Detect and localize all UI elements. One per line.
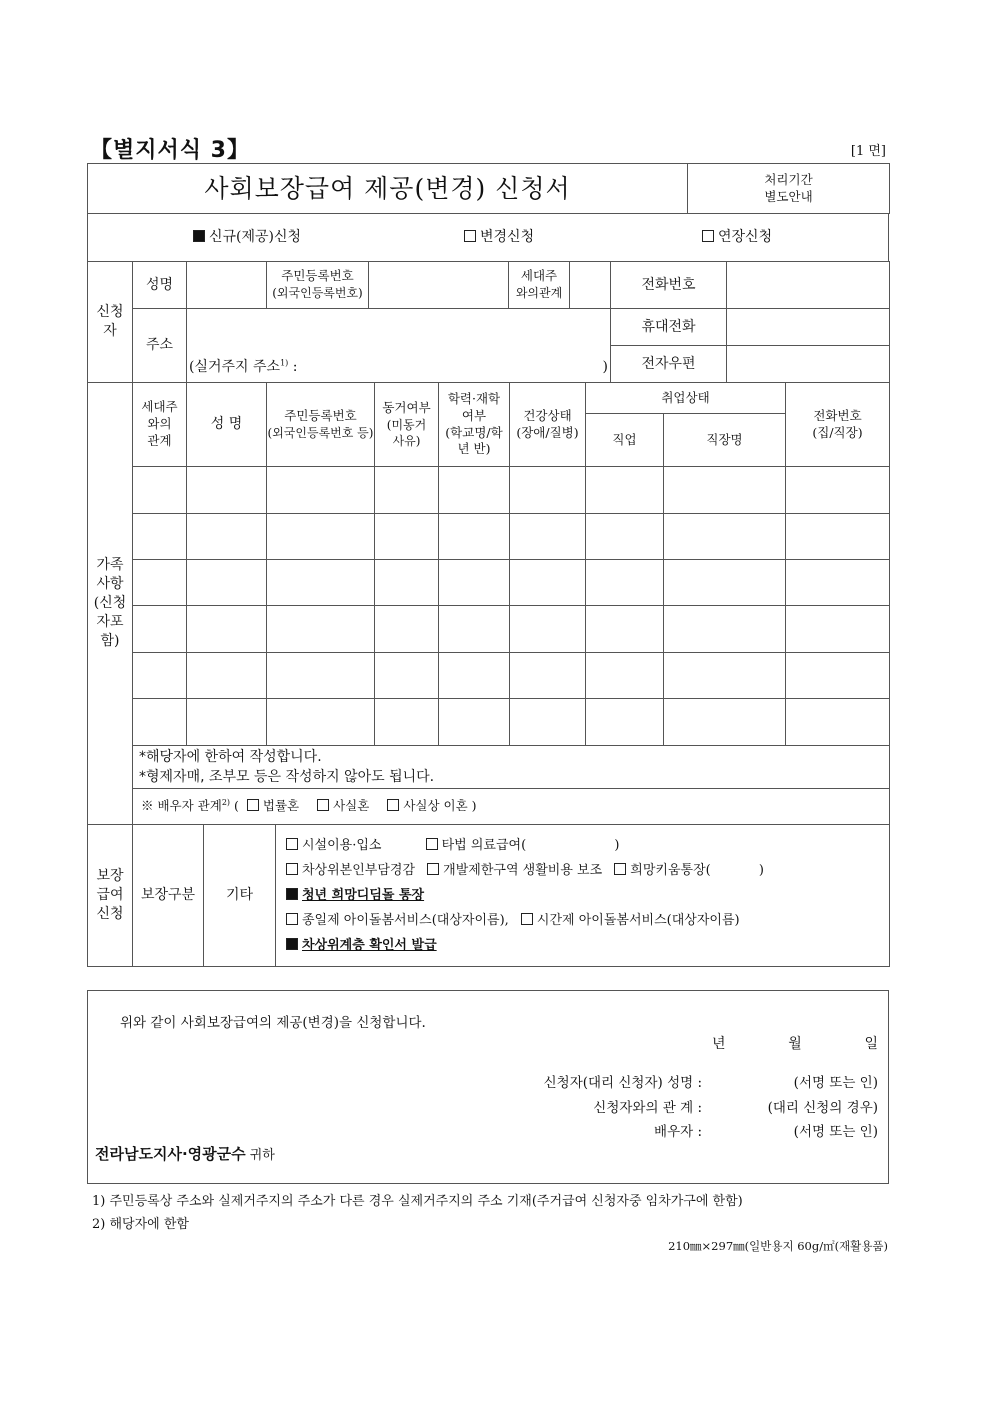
household-relation-field[interactable]	[570, 262, 611, 309]
application-type-row	[87, 213, 889, 262]
option-fullday-care[interactable]: 종일제 아이돌봄서비스(대상자이름),	[286, 908, 509, 933]
phone-field[interactable]	[727, 262, 890, 309]
option-hope-account[interactable]: 희망키움통장(	[614, 858, 710, 883]
benefit-etc-label: 기타	[204, 825, 276, 967]
spouse-option-separated[interactable]: 사실상 이혼	[387, 798, 467, 815]
col-cohabitation: 동거여부 (미동거 사유)	[375, 383, 439, 467]
family-row	[88, 653, 890, 699]
spouse-label: 배우자 :	[654, 1124, 702, 1140]
benefit-line-4	[286, 908, 889, 933]
family-table	[87, 382, 890, 825]
declaration-box	[87, 990, 889, 1184]
mobile-field[interactable]	[727, 309, 890, 346]
benefit-table	[87, 824, 890, 967]
name-field[interactable]	[187, 262, 267, 309]
family-row	[88, 514, 890, 560]
checkbox-icon[interactable]	[286, 913, 298, 925]
mobile-label: 휴대전화	[611, 309, 727, 346]
benefit-options	[276, 825, 890, 967]
relation-label: 신청자와의 관 계 :	[593, 1100, 702, 1116]
family-row	[88, 560, 890, 606]
rrn-field[interactable]	[369, 262, 509, 309]
spouse-signature-field[interactable]: (서명 또는 인)	[793, 1124, 878, 1140]
col-rrn: 주민등록번호 (외국인등록번호 등)	[267, 383, 375, 467]
real-address-label: (실거주지 주소$^{1)}$ :	[189, 358, 298, 376]
form-number: 【별지서식 3】	[90, 138, 250, 163]
family-notes: *해당자에 한하여 작성합니다. *형제자매, 조부모 등은 작성하지 않아도 됩니다.	[133, 746, 890, 789]
checkbox-icon[interactable]	[286, 863, 298, 875]
page-indicator: [1 면]	[850, 144, 886, 159]
family-section: 가족 사항 (신청 자포 함)	[88, 383, 133, 825]
footnote-1: 1) 주민등록상 주소와 실제거주지의 주소가 다른 경우 실제거주지의 주소 기재(주거급여 신청자중 임차가구에 한함)	[92, 1194, 743, 1209]
checkbox-icon[interactable]	[426, 838, 438, 850]
family-row	[88, 467, 890, 514]
checkbox-icon[interactable]	[521, 913, 533, 925]
benefit-line-2: 차상위본인부담경감 개발제한구역 생활비용 보조 희망키움통장( )	[286, 858, 889, 883]
phone-label: 전화번호	[611, 262, 727, 309]
col-employment: 취업상태	[586, 383, 786, 414]
checkbox-icon[interactable]	[247, 799, 259, 811]
address-field[interactable]: (실거주지 주소$^{1)}$ : )	[187, 309, 611, 383]
checkbox-icon[interactable]	[702, 230, 714, 242]
benefit-line-1: 시설이용·입소 타법 의료급여( )	[286, 833, 889, 858]
spouse-relation: ※ 배우자 관계$^{2)}$ ( 법률혼 사실혼 사실상 이혼 )	[133, 789, 890, 825]
application-form	[87, 163, 889, 967]
col-workplace: 직장명	[664, 414, 786, 467]
option-copay-reduction[interactable]: 차상위본인부담경감	[286, 858, 415, 883]
recipient: 전라남도지사·영광군수 귀하	[95, 1145, 275, 1163]
col-health: 건강상태 (장애/질병)	[510, 383, 586, 467]
option-extend[interactable]: 연장신청	[702, 228, 772, 247]
checkbox-icon[interactable]	[317, 799, 329, 811]
benefit-type-label: 보장구분	[133, 825, 204, 967]
spouse-option-defacto[interactable]: 사실혼	[317, 798, 369, 815]
option-new[interactable]: 신규(제공)신청	[193, 228, 301, 247]
option-greenbelt-support[interactable]: 개발제한구역 생활비용 보조	[427, 858, 602, 883]
col-name: 성 명	[187, 383, 267, 467]
checkbox-checked-icon[interactable]	[193, 230, 205, 242]
signature-field[interactable]: (서명 또는 인)	[793, 1075, 878, 1091]
title-table	[87, 163, 890, 214]
signature-label: 신청자(대리 신청자) 성명 :	[543, 1075, 702, 1091]
family-row	[88, 699, 890, 746]
email-field[interactable]	[727, 346, 890, 383]
checkbox-checked-icon[interactable]	[286, 888, 298, 900]
option-other-medical[interactable]: 타법 의료급여(	[426, 833, 527, 858]
col-education: 학력·재학 여부 (학교명/학 년 반)	[439, 383, 510, 467]
benefit-line-3[interactable]: 청년 희망디딤돌 통장	[286, 883, 889, 908]
form-title: 사회보장급여 제공(변경) 신청서	[88, 164, 688, 214]
checkbox-checked-icon[interactable]	[286, 938, 298, 950]
applicant-section: 신청 자	[88, 262, 133, 383]
family-row	[88, 606, 890, 653]
checkbox-icon[interactable]	[427, 863, 439, 875]
relation-field[interactable]: (대리 신청의 경우)	[767, 1100, 878, 1116]
col-job: 직업	[586, 414, 664, 467]
email-label: 전자우편	[611, 346, 727, 383]
household-relation-label: 세대주 와의관계	[509, 262, 570, 309]
option-hourly-care[interactable]: 시간제 아이돌봄서비스(대상자이름)	[521, 908, 740, 933]
checkbox-icon[interactable]	[614, 863, 626, 875]
name-label: 성명	[133, 262, 187, 309]
footnote-2: 2) 해당자에 한함	[92, 1217, 189, 1232]
checkbox-icon[interactable]	[387, 799, 399, 811]
checkbox-icon[interactable]	[464, 230, 476, 242]
processing-period: 처리기간 별도안내	[688, 164, 890, 214]
benefit-section: 보장 급여 신청	[88, 825, 133, 967]
option-change[interactable]: 변경신청	[464, 228, 534, 247]
rrn-label: 주민등록번호 (외국인등록번호)	[267, 262, 369, 309]
applicant-table	[87, 261, 890, 383]
address-label: 주소	[133, 309, 187, 383]
checkbox-icon[interactable]	[286, 838, 298, 850]
spouse-option-legal[interactable]: 법률혼	[247, 798, 299, 815]
col-relation: 세대주 와의 관계	[133, 383, 187, 467]
declaration-text: 위와 같이 사회보장급여의 제공(변경)을 신청합니다.	[120, 1015, 426, 1031]
benefit-line-5[interactable]: 차상위계층 확인서 발급	[286, 933, 889, 958]
paper-spec: 210㎜×297㎜(일반용지 60g/㎡(재활용품)	[668, 1239, 888, 1253]
date-line: 년 월 일	[712, 1036, 878, 1052]
option-facility[interactable]: 시설이용·입소	[286, 833, 381, 858]
col-phone: 전화번호 (집/직장)	[786, 383, 890, 467]
